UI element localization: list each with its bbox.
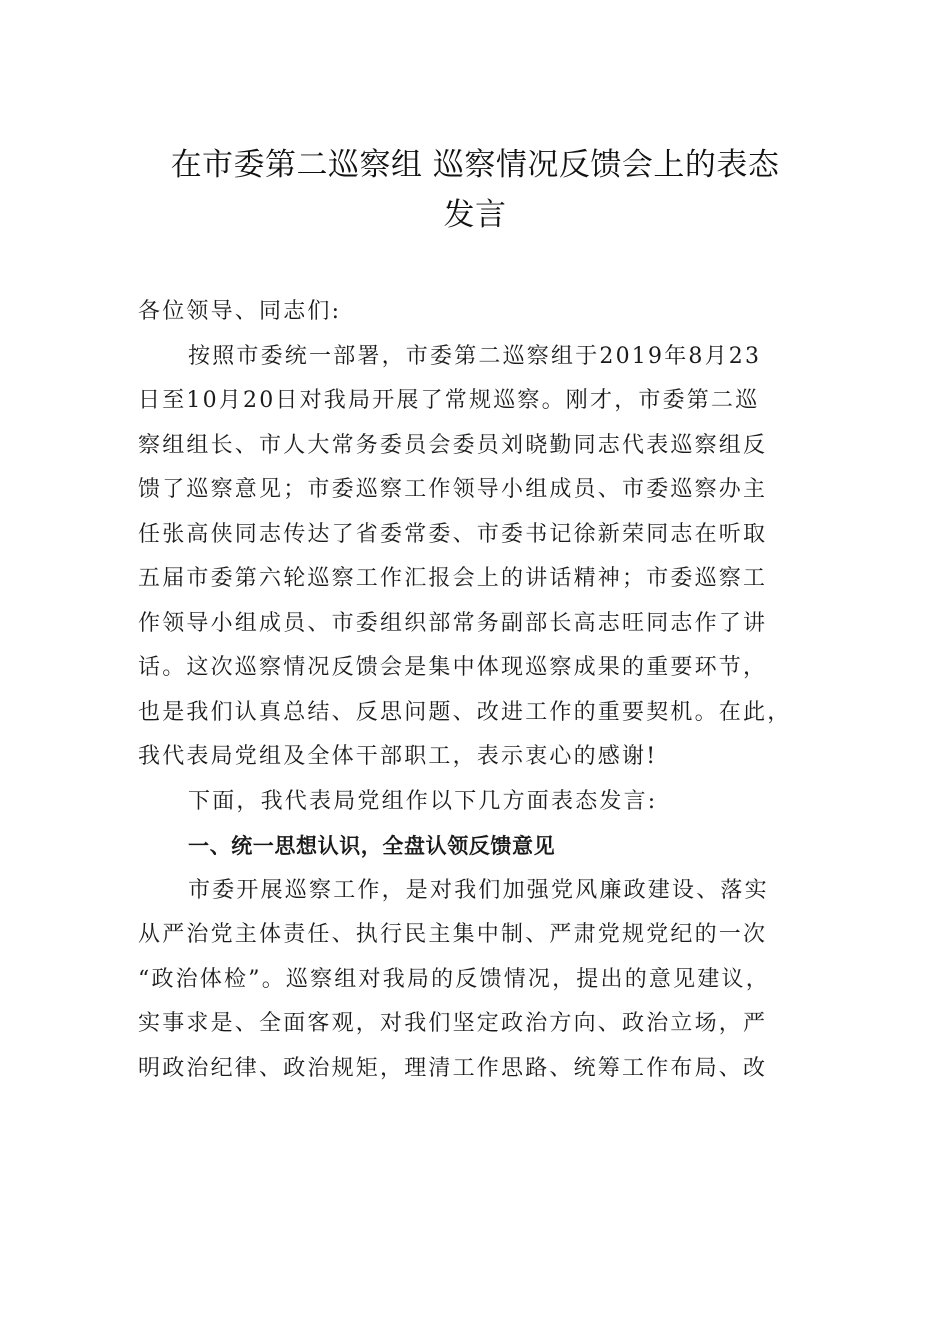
paragraph-line: 我代表局党组及全体干部职工，表示衷心的感谢!	[138, 744, 658, 769]
paragraph-line: 实事求是、全面客观，对我们坚定政治方向、政治立场，严	[138, 1011, 768, 1036]
paragraph-line: 按照市委统一部署，市委第二巡察组于2019年8月23	[188, 343, 762, 369]
paragraph-line: 也是我们认真总结、反思问题、改进工作的重要契机。在此，	[138, 699, 792, 725]
paragraph-line: 察组组长、市人大常务委员会委员刘晓勤同志代表巡察组反	[138, 432, 768, 458]
paragraph-1	[138, 335, 828, 780]
paragraph-line: 五届市委第六轮巡察工作汇报会上的讲话精神；市委巡察工	[138, 566, 768, 591]
paragraph-line: 任张高侠同志传达了省委常委、市委书记徐新荣同志在听取	[138, 521, 768, 547]
document-title	[120, 140, 830, 240]
salutation: 各位领导、同志们:	[138, 299, 342, 324]
paragraph-2: 下面，我代表局党组作以下几方面表态发言:	[188, 788, 658, 814]
document-body	[138, 290, 828, 1091]
paragraph-3	[138, 869, 828, 1092]
paragraph-line: 市委开展巡察工作，是对我们加强党风廉政建设、落实	[188, 877, 769, 903]
section-heading-1: 一、统一思想认识，全盘认领反馈意见	[188, 834, 556, 858]
paragraph-line: “政治体检”。巡察组对我局的反馈情况，提出的意见建议，	[138, 966, 770, 992]
paragraph-line: 明政治纪律、政治规矩，理清工作思路、统筹工作布局、改	[138, 1055, 768, 1081]
paragraph-line: 日至10月20日对我局开展了常规巡察。刚才，市委第二巡	[138, 388, 760, 413]
paragraph-line: 话。这次巡察情况反馈会是集中体现巡察成果的重要环节，	[138, 655, 768, 680]
paragraph-line: 馈了巡察意见；市委巡察工作领导小组成员、市委巡察办主	[138, 477, 768, 502]
paragraph-line: 从严治党主体责任、执行民主集中制、严肃党规党纪的一次	[138, 922, 768, 947]
title-line-2: 发言	[443, 197, 507, 233]
title-line-1: 在市委第二巡察组 巡察情况反馈会上的表态	[170, 147, 780, 183]
paragraph-line: 作领导小组成员、市委组织部常务副部长高志旺同志作了讲	[138, 610, 768, 636]
